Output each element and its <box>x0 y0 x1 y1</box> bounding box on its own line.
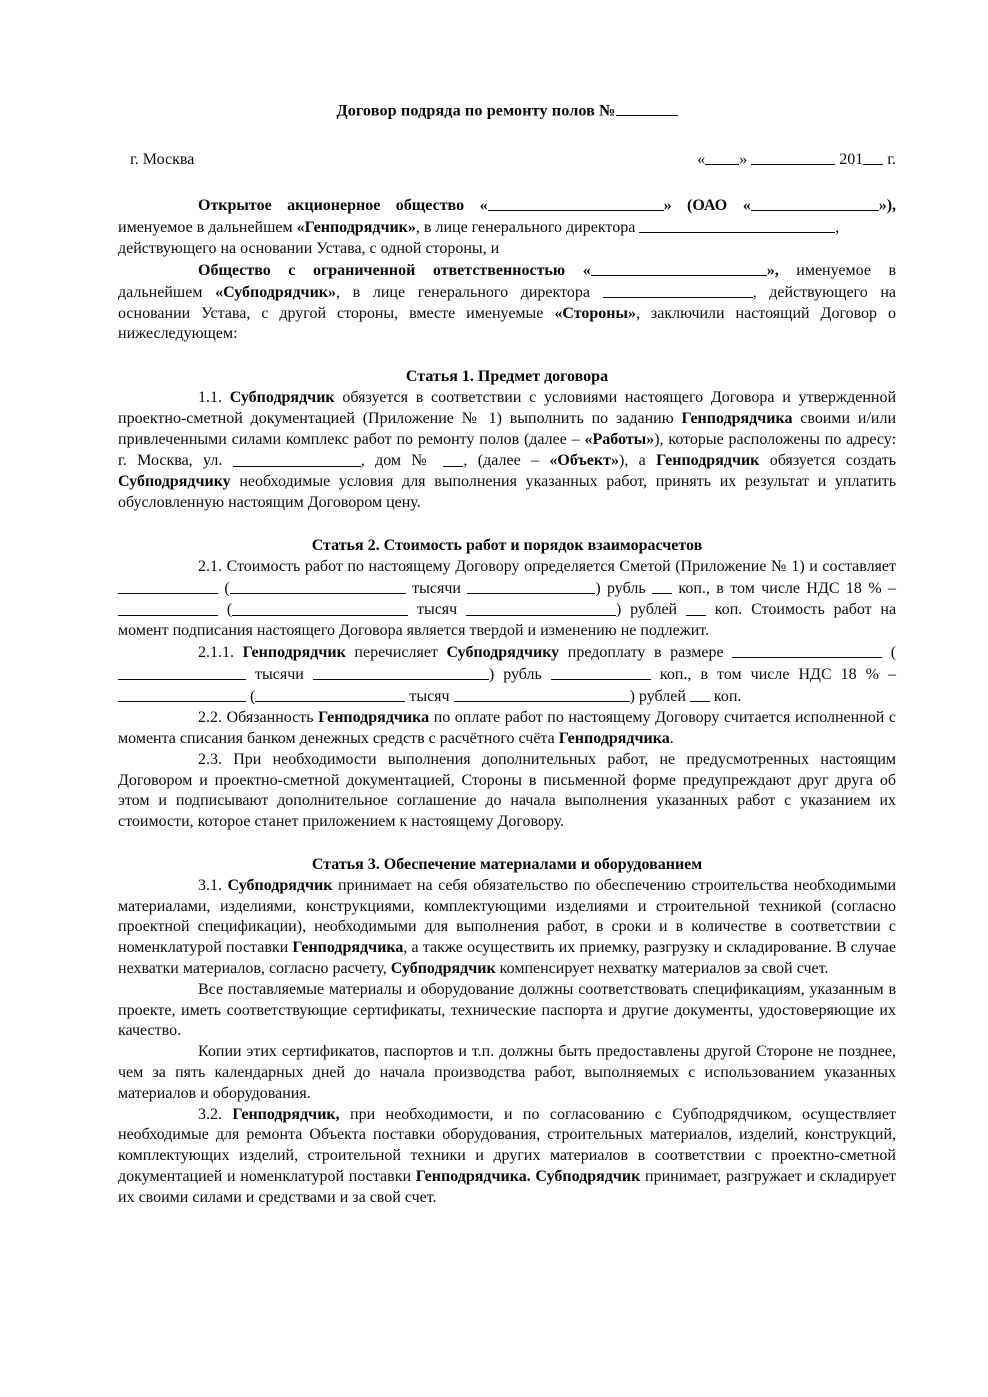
preamble-paragraph-1-cont <box>118 239 896 260</box>
term-obekt: «Объект» <box>549 452 619 470</box>
day-blank[interactable] <box>705 149 739 165</box>
quote-close-1: » <box>663 197 672 214</box>
prepayment-vat-blank[interactable] <box>118 686 246 702</box>
clause-2-1-1-text-a: перечисляет <box>354 644 438 662</box>
quote-open-3: « <box>582 261 591 279</box>
term-genpodryadchika-2-2-b: Генподрядчика <box>558 730 670 748</box>
clause-2-3-number: 2.3. <box>198 750 222 768</box>
clause-2-1-1-tysyachi: тысячи <box>255 666 304 684</box>
term-subpodryadchiku-2-1-1: Субподрядчику <box>446 644 560 662</box>
clause-1-1-number: 1.1. <box>198 388 222 406</box>
clause-2-1-1-text-c: ) рубль <box>488 666 542 684</box>
preamble-2-text-b: , в лице генерального директора <box>336 283 590 301</box>
term-subpodryadchik-1-1: Субподрядчик <box>229 388 335 406</box>
term-subpodryadchik-3-2: Субподрядчик <box>535 1167 641 1185</box>
article-2-heading: Статья 2. Стоимость работ и порядок взаиморасчетов <box>311 536 703 554</box>
party1-name-blank[interactable] <box>488 195 664 211</box>
month-blank[interactable] <box>751 149 835 165</box>
prepayment-amount-blank[interactable] <box>732 642 882 658</box>
preamble-1-text-b: , в лице генерального директора <box>415 218 636 236</box>
date-quote-close: » <box>739 150 748 168</box>
street-blank[interactable] <box>233 450 361 466</box>
term-genpodryadchika-3-2: Генподрядчика <box>415 1167 527 1185</box>
clause-3-1 <box>118 876 896 980</box>
party1-abbr-close: »), <box>878 197 897 214</box>
clause-2-2-period: . <box>669 730 674 748</box>
term-subpodryadchiku-1-1: Субподрядчику <box>118 473 231 491</box>
total-words-blank[interactable] <box>230 578 406 594</box>
clause-3-1-text-b: , а также осуществить их приемку, разгрузку и складирование. В случае нехватки материалов, согласно расчету, <box>118 939 897 977</box>
term-genpodryadchika-2-2: Генподрядчика <box>318 709 430 727</box>
clause-2-1-text-e: коп. <box>714 601 743 619</box>
preamble-2-text-c: , действующего на основании Устава, с другой стороны, вместе именуемые <box>118 283 897 322</box>
year-suffix: г. <box>887 150 896 168</box>
quote-open-1: « <box>479 197 488 214</box>
preamble-1-text-c: действующего на основании Устава, с одной стороны, и <box>118 239 500 257</box>
contract-number-blank[interactable] <box>616 100 678 116</box>
city-label: г. Москва <box>130 150 195 168</box>
paragraph-materials: Все поставляемые материалы и оборудование должны соответствовать спецификациям, указанным в проекте, иметь соответствующие сертификаты, технические паспорта и другие документы, удостоверяющие их качество. <box>118 980 896 1040</box>
total-words-blank-2[interactable] <box>467 578 595 594</box>
clause-1-1-text-c: ), которые расположены по адресу: г. Москва, ул. <box>118 430 897 470</box>
term-genpodryadchik: «Генподрядчик» <box>296 218 416 236</box>
page-title-text: Договор подряда по ремонту полов № <box>336 101 616 120</box>
term-raboty: «Работы» <box>584 430 655 448</box>
term-genpodryadchik-1-1: Генподрядчик <box>656 452 760 470</box>
clause-2-1-text-a: Стоимость работ по настоящему Договору определяется Сметой (Приложение № 1) и составляет <box>226 557 897 575</box>
clause-3-2-text-b: принимает, разгружает и складирует их своими силами и средствами и за свой счет. <box>118 1167 897 1206</box>
term-storony: «Стороны» <box>554 304 636 322</box>
clause-2-1-1-paren-open-2: ( <box>250 688 256 706</box>
preamble-2-text-d: , заключили настоящий Договор о нижеследующем: <box>118 304 897 343</box>
clause-2-1-text-d: ) рублей <box>616 601 678 619</box>
party2-type: Общество с ограниченной ответственностью <box>198 261 566 279</box>
clause-2-2-text-a: Обязанность <box>226 709 314 727</box>
clause-2-3-text: При необходимости выполнения дополнительных работ, не предусмотренных настоящим Договором и проектно-сметной документацией, Стороны в письменной форме предупреждают друг друга об этом и подписывают дополнительное соглашение до начала выполнения указанных работ с указанием их стоимости, которое станет приложением к настоящему Договору. <box>118 750 897 831</box>
clause-2-1-1 <box>118 642 896 708</box>
prepayment-words-blank[interactable] <box>118 664 246 680</box>
clause-2-1-paren-open: ( <box>224 579 230 597</box>
preamble-paragraph-1 <box>118 195 896 239</box>
term-genpodryadchik-2-1-1: Генподрядчик <box>242 644 346 662</box>
vat-amount-blank[interactable] <box>118 599 218 615</box>
total-kop-blank[interactable] <box>652 578 672 594</box>
clause-1-1-text-f: ), а <box>618 452 646 470</box>
clause-2-1-1-paren-open: ( <box>890 644 897 662</box>
term-subpodryadchik: «Субподрядчик» <box>215 283 336 301</box>
date-quote-open: « <box>697 150 706 168</box>
clause-2-1-text-c: коп., в том числе НДС 18 % – <box>678 579 897 597</box>
clause-2-1-text-b: ) рубль <box>595 579 646 597</box>
clause-2-1-1-text-f: коп. <box>713 688 742 706</box>
clause-3-1-number: 3.1. <box>198 876 222 894</box>
preamble-2-text-a: именуемое в дальнейшем <box>118 261 897 301</box>
meta-row <box>118 149 896 169</box>
clause-2-1-tysyach: тысяч <box>416 601 458 619</box>
term-subpodryadchik-3-1-b: Субподрядчик <box>390 959 496 977</box>
party1-abbr-blank[interactable] <box>751 195 879 211</box>
clause-2-1-paren-open-2: ( <box>226 601 233 619</box>
clause-3-2 <box>118 1105 896 1209</box>
preamble-1-comma: , <box>835 218 840 236</box>
preamble-1-text-a: именуемое в дальнейшем <box>118 218 293 236</box>
clause-2-2 <box>118 708 896 750</box>
clause-2-2-text-b: по оплате работ по настоящему Договору считается исполненной с момента списания банком денежных средств с расчётного счёта <box>118 709 896 748</box>
term-subpodryadchik-3-1: Субподрядчик <box>227 876 333 894</box>
clause-2-1-text-f: Стоимость работ на момент подписания настоящего Договора является твердой и изменению не подлежит. <box>118 601 897 640</box>
party2-name-blank[interactable] <box>591 260 767 276</box>
vat-words-blank[interactable] <box>232 599 408 615</box>
article-3-heading: Статья 3. Обеспечение материалами и оборудованием <box>311 856 703 873</box>
clause-3-2-period: . <box>526 1167 531 1185</box>
term-genpodryadchika-3-1: Генподрядчика <box>292 939 404 957</box>
clause-1-1 <box>118 388 896 514</box>
vat-words-blank-2[interactable] <box>466 599 616 615</box>
vat-kop-blank[interactable] <box>686 599 706 615</box>
prepayment-kop-blank[interactable] <box>551 664 651 680</box>
page-title <box>118 100 896 121</box>
clause-1-1-text-g: обязуется создать <box>769 452 897 470</box>
prepayment-vat-words-blank[interactable] <box>255 686 405 702</box>
clause-2-1-tysyachi: тысячи <box>412 579 461 597</box>
clause-1-1-text-d: , дом № <box>360 452 434 470</box>
article-1-heading: Статья 1. Предмет договора <box>405 368 609 386</box>
clause-2-1-1-text-b: предоплату в размере <box>567 644 724 662</box>
clause-2-2-number: 2.2. <box>198 709 222 727</box>
clause-1-1-text-b: своими и/или привлеченными силами комплекс работ по ремонту полов (далее – <box>118 409 897 448</box>
year-blank[interactable] <box>863 149 883 165</box>
quote-open-2: « <box>742 197 751 214</box>
clause-2-1-1-text-d: коп., в том числе НДС 18 % – <box>659 666 897 684</box>
preamble-paragraph-2 <box>118 260 896 346</box>
date-line <box>697 149 896 169</box>
party2-director-blank[interactable] <box>603 282 753 298</box>
clause-2-1-number: 2.1. <box>198 557 222 575</box>
clause-3-2-text-a: при необходимости, и по согласованию с Субподрядчиком, осуществляет необходимые для ремонта Объекта поставки оборудования, строительных материалов, изделий, конструкций, комплектующих изделий, строительной техники и других материалов в соответствии с проектно-сметной документацией и номенклатурой поставки <box>118 1105 896 1185</box>
party1-director-blank[interactable] <box>639 217 835 233</box>
clause-2-1 <box>118 557 896 643</box>
clause-1-1-text-e: , (далее – <box>463 452 540 470</box>
clause-2-1-1-number: 2.1.1. <box>198 644 234 662</box>
clause-3-2-number: 3.2. <box>198 1105 222 1123</box>
paragraph-certificate-copies: Копии этих сертификатов, паспортов и т.п. должны быть предоставлены другой Стороне не позднее, чем за пять календарных дней до начала производства работ, выполняемых с использованием указанных материалов и оборудования. <box>118 1043 896 1102</box>
clause-2-1-1-tysyach: тысяч <box>409 688 450 706</box>
prepayment-words-blank-2[interactable] <box>313 664 489 680</box>
house-number-blank[interactable] <box>443 450 463 466</box>
prepayment-vat-words-blank-2[interactable] <box>454 686 630 702</box>
clause-2-1-1-text-e: ) рублей <box>629 688 686 706</box>
clause-3-1-text-c: компенсирует нехватку материалов за свой счет. <box>499 959 829 977</box>
clause-2-3 <box>118 750 896 833</box>
year-prefix: 201 <box>839 150 864 168</box>
party1-abbr: (ОАО <box>687 197 728 214</box>
clause-1-1-text-a: обязуется в соответствии с условиями настоящего Договора и утвержденной проектно-сметной документацией (Приложение № 1) выполнить по заданию <box>118 388 897 427</box>
party2-name-close: », <box>766 261 779 279</box>
term-genpodryadchik-3-2: Генподрядчик, <box>232 1105 340 1123</box>
total-amount-blank[interactable] <box>118 578 218 594</box>
party1-type: Открытое акционерное общество <box>198 197 465 214</box>
clause-1-1-text-h: необходимые условия для выполнения указанных работ, принять их результат и уплатить обусловленную настоящим Договором цену. <box>118 473 897 512</box>
term-genpodryadchika-1-1: Генподрядчика <box>681 409 793 427</box>
prepayment-vat-kop-blank[interactable] <box>690 686 710 702</box>
clause-3-1-text-a: принимает на себя обязательство по обеспечению строительства необходимыми материалами, изделиями, конструкциями, комплектующими изделиями и строительной техникой (согласно проектной спецификации), необходимыми для выполнения работ, в сроки и в количестве в соответствии с номенклатурой поставки <box>118 876 897 957</box>
